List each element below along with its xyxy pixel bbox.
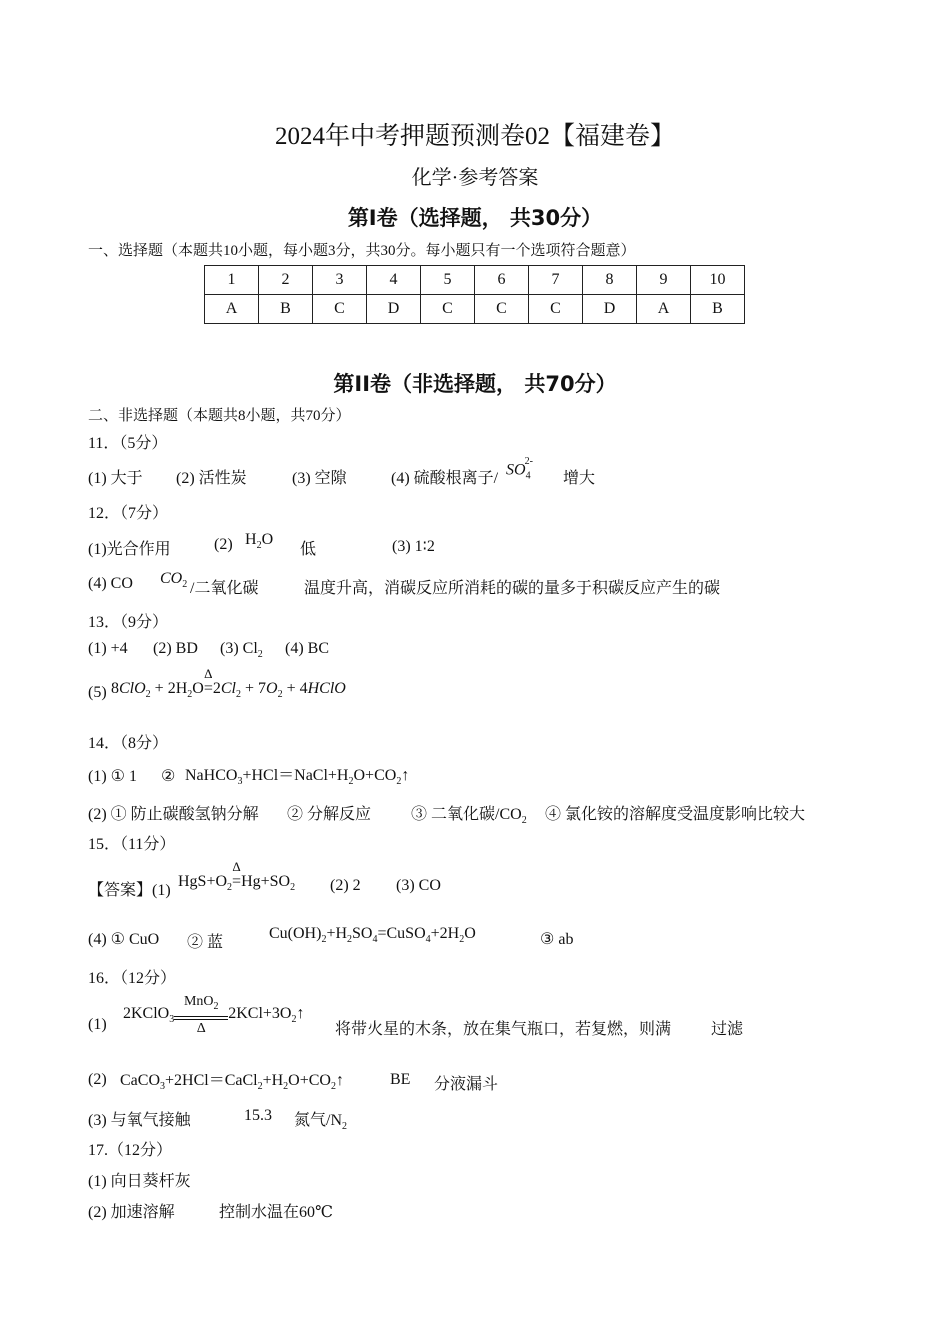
q14-heading: 14．（8分）: [88, 735, 169, 752]
answer-cell: C: [529, 295, 583, 324]
q14-answer-2-b: ② 分解反应: [287, 806, 372, 823]
answer-cell: D: [583, 295, 637, 324]
water-formula: $H_2O$: [245, 531, 274, 552]
q13-answer-3-text: (3) Cl: [220, 640, 258, 657]
q14-answer-1: (1) ① 1: [88, 768, 137, 785]
q15-heading: 15．（11分）: [88, 836, 176, 853]
sulfate-ion-formula: $SO_4^{2-}$: [506, 456, 533, 482]
question-number: 9: [637, 266, 691, 295]
q12-answer-3: (3) 1∶2: [392, 538, 435, 555]
heat-equals-sign: Δ =: [203, 666, 213, 697]
answer-table-answer-row: [205, 295, 745, 324]
q12-answer-4-extra: /二氧化碳: [190, 580, 259, 597]
q11-answer-3: (3) 空隙: [292, 470, 347, 487]
answer-cell: A: [637, 295, 691, 324]
potassium-chlorate-equation: 2KClO$_3$ $\frac{MnO_2}{\Delta}$ $2KCl+3O_2↑$: [123, 994, 305, 1036]
answer-cell: B: [691, 295, 745, 324]
q13-answer-5: (5): [88, 684, 107, 701]
catalyst-condition: $\frac{MnO_2}{\Delta}$: [174, 994, 228, 1037]
question-number: 10: [691, 266, 745, 295]
q13-answer-4: (4) BC: [285, 640, 329, 657]
q16-answer-1-b: 将带火星的木条，放在集气瓶口，若复燃，则满: [335, 1021, 672, 1038]
chlorine-dioxide-equation: $8ClO_2 + 2H_2O$ Δ $=2Cl_2 + 7O_2$ + 4HClO: [111, 666, 346, 701]
q13-heading: 13．（9分）: [88, 614, 169, 631]
q12-answer-4: (4) CO: [88, 575, 133, 592]
q13-answer-1: (1) +4: [88, 640, 128, 657]
q17-answer-1: (1) 向日葵杆灰: [88, 1173, 191, 1190]
q12-answer-2-extra: 低: [300, 541, 317, 558]
part2-instructions: 二、非选择题（本题共8小题，共70分）: [88, 408, 351, 424]
q17-answer-2-b: 控制水温在60℃: [219, 1204, 333, 1221]
q16-answer-3-c: 氮气$/N_2$: [294, 1112, 348, 1133]
q16-answer-3-b: 15.3: [244, 1107, 272, 1124]
q15-answer-4-b: ② 蓝: [187, 934, 224, 951]
copper-hydroxide-equation: $Cu(OH)_2+H_2SO_4=CuSO_4+2H_2O$: [269, 925, 476, 946]
q14-answer-2-c: ③ 二氧化碳$/CO_2$: [411, 806, 527, 827]
q16-answer-1: (1): [88, 1016, 107, 1033]
answer-cell: C: [421, 295, 475, 324]
page-title: 2024年中考押题预测卷02【福建卷】: [274, 123, 675, 150]
part1-heading: 第Ⅰ卷（选择题， 共30分）: [347, 206, 603, 230]
q12-answer-2: (2): [214, 536, 233, 553]
q16-answer-2-b: BE: [390, 1071, 411, 1088]
q12-heading: 12．（7分）: [88, 505, 169, 522]
q15-answer-4-c: ③ ab: [540, 931, 574, 948]
q15-answer-2: (2) 2: [330, 877, 361, 894]
question-number: 3: [313, 266, 367, 295]
question-number: 6: [475, 266, 529, 295]
mercury-sulfide-equation: $HgS+O_2$ Δ $=Hg+SO_2$: [178, 859, 296, 894]
q15-answer-prefix: 【答案】(1): [88, 882, 171, 899]
answer-cell: C: [475, 295, 529, 324]
q16-answer-2: (2): [88, 1071, 107, 1088]
co2-formula: $CO_2$: [160, 570, 188, 591]
answer-table: [204, 265, 745, 324]
question-number: 5: [421, 266, 475, 295]
answer-cell: B: [259, 295, 313, 324]
q14-answer-1-extra: ②: [161, 768, 176, 785]
q16-heading: 16．（12分）: [88, 970, 177, 987]
q14-answer-2: (2) ① 防止碳酸氢钠分解: [88, 806, 259, 823]
part2-heading: 第II卷（非选择题， 共70分）: [333, 372, 617, 396]
page-subtitle: 化学·参考答案: [411, 167, 539, 189]
part1-instructions: 一、选择题（本题共10小题，每小题3分，共30分。每小题只有一个选项符合题意）: [88, 243, 636, 259]
question-number: 7: [529, 266, 583, 295]
question-number: 4: [367, 266, 421, 295]
q15-answer-4: (4) ① CuO: [88, 931, 160, 948]
question-number: 1: [205, 266, 259, 295]
calcium-carbonate-equation: $CaCO_3+2HCl=CaCl_2+H_2O+CO_2↑$: [120, 1072, 344, 1093]
q11-answer-1: (1) 大于: [88, 470, 143, 487]
heat-equals-sign: Δ =: [232, 859, 242, 890]
q11-answer-4: (4) 硫酸根离子/: [391, 470, 499, 487]
answer-cell: D: [367, 295, 421, 324]
answer-cell: C: [313, 295, 367, 324]
q12-answer-1: (1)光合作用: [88, 541, 171, 558]
answer-table-number-row: [205, 266, 745, 295]
q15-answer-3: (3) CO: [396, 877, 441, 894]
q16-answer-1-c: 过滤: [711, 1021, 744, 1038]
q12-answer-4-reason: 温度升高，消碳反应所消耗的碳的量多于积碳反应产生的碳: [304, 580, 721, 597]
q11-heading: 11．（5分）: [88, 435, 168, 452]
question-number: 2: [259, 266, 313, 295]
q16-answer-3-c-text: 氮气/N: [294, 1112, 343, 1129]
q16-answer-2-c: 分液漏斗: [434, 1076, 499, 1093]
answer-cell: A: [205, 295, 259, 324]
q17-heading: 17.（12分）: [88, 1142, 173, 1159]
question-number: 8: [583, 266, 637, 295]
q14-answer-2-d: ④ 氯化铵的溶解度受温度影响比较大: [545, 806, 806, 823]
q13-answer-3: (3) $Cl_2$: [220, 640, 263, 661]
q14-answer-2-c-text: ③ 二氧化碳/CO: [411, 806, 522, 823]
q11-answer-2: (2) 活性炭: [176, 470, 247, 487]
q17-answer-2: (2) 加速溶解: [88, 1204, 175, 1221]
sodium-bicarbonate-equation: $NaHCO_3+HCl=NaCl+H_2O+CO_2↑$: [185, 767, 410, 788]
q16-answer-3: (3) 与氧气接触: [88, 1112, 191, 1129]
q11-answer-4-extra: 增大: [563, 470, 596, 487]
q13-answer-2: (2) BD: [153, 640, 198, 657]
